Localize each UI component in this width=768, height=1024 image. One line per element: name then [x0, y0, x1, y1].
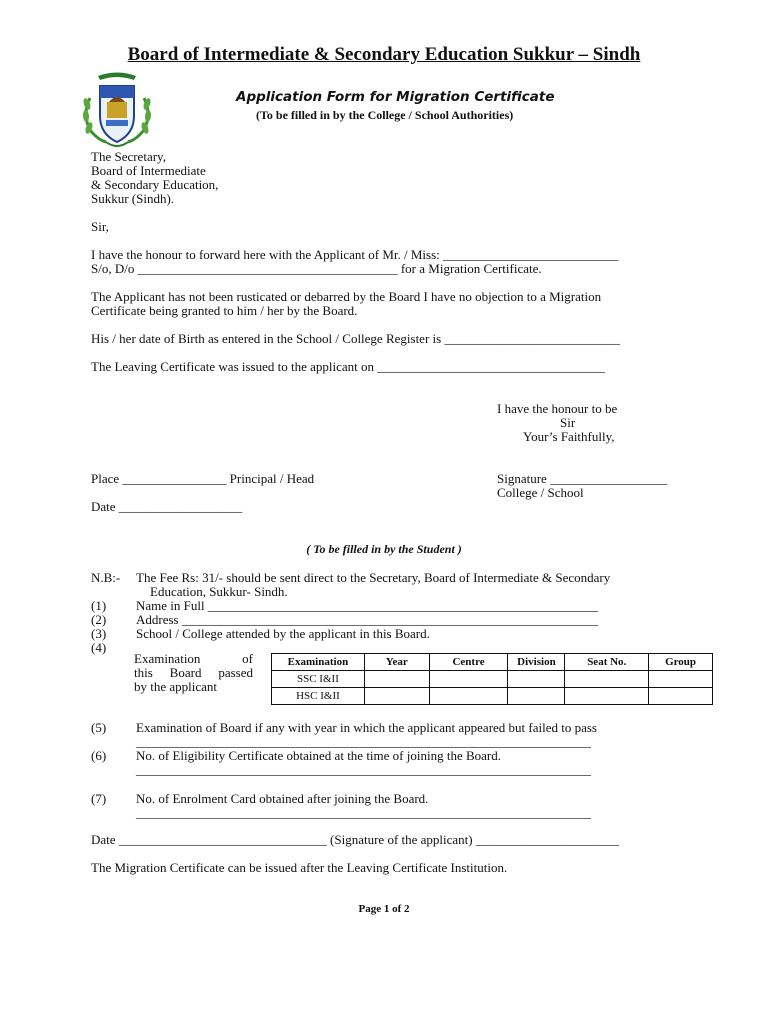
- applicant-signature-line: Date ________________________________ (Signature of the applicant) ______________________: [91, 832, 619, 847]
- eligibility-certificate-line: No. of Eligibility Certificate obtained at the time of joining the Board.: [136, 748, 501, 763]
- declaration-line: Certificate being granted to him / her by the Board.: [91, 303, 358, 318]
- table-cell: [649, 671, 713, 688]
- item-number: (1): [91, 598, 107, 613]
- table-row: [272, 671, 713, 688]
- item-number: (6): [91, 748, 107, 763]
- exam-label-line: this Board passed: [134, 665, 253, 680]
- table-header-cell: Year: [364, 654, 429, 671]
- board-title: Board of Intermediate & Secondary Education Sukkur – Sindh: [127, 44, 641, 65]
- table-row: [272, 688, 713, 705]
- exam-label-line: Examination of: [134, 651, 253, 666]
- address-line: & Secondary Education,: [91, 177, 219, 192]
- name-in-full-line: Name in Full ____________________________________________________________: [136, 598, 598, 613]
- table-header-cell: Examination: [272, 654, 365, 671]
- student-section-heading: ( To be filled in by the Student ): [306, 542, 462, 556]
- nb-text: The Fee Rs: 31/- should be sent direct to the Secretary, Board of Intermediate & Secondary: [136, 570, 611, 585]
- failed-exam-line: Examination of Board if any with year in which the applicant appeared but failed to pass: [136, 720, 597, 735]
- exam-table-header: [272, 654, 713, 671]
- blank-line: ______________________________________________________________________: [136, 805, 591, 820]
- item-number: (4): [91, 640, 107, 655]
- exam-label-line: by the applicant: [134, 679, 218, 694]
- table-header-cell: Division: [508, 654, 565, 671]
- dob-line: His / her date of Birth as entered in the School / College Register is ___________________________: [91, 331, 620, 346]
- issuance-note: The Migration Certificate can be issued after the Leaving Certificate Institution.: [91, 860, 508, 875]
- table-cell: SSC I&II: [272, 671, 365, 688]
- table-header-cell: Seat No.: [565, 654, 649, 671]
- declaration-line: The Applicant has not been rusticated or debarred by the Board I have no objection to a Migration: [91, 289, 602, 304]
- nb-label: N.B:-: [91, 570, 121, 585]
- nb-text: Education, Sukkur- Sindh.: [150, 584, 288, 599]
- address-line: Sukkur (Sindh).: [91, 191, 175, 206]
- table-cell: [429, 688, 508, 705]
- signature-sub: College / School: [497, 485, 584, 500]
- table-cell: [565, 671, 649, 688]
- item-number: (7): [91, 791, 107, 806]
- item-number: (2): [91, 612, 107, 627]
- form-title: Application Form for Migration Certificate: [236, 89, 555, 105]
- date-line: Date ___________________: [91, 499, 243, 514]
- form-subtitle: (To be filled in by the College / School Authorities): [256, 108, 514, 122]
- signature-line: Signature __________________: [497, 471, 668, 486]
- address-line: The Secretary,: [91, 149, 166, 164]
- item-number: (3): [91, 626, 107, 641]
- closing-line: I have the honour to be: [497, 401, 618, 416]
- table-header-cell: Centre: [429, 654, 508, 671]
- table-cell: [429, 671, 508, 688]
- closing-line: Sir: [560, 415, 576, 430]
- applicant-name-line: I have the honour to forward here with the Applicant of Mr. / Miss: ___________________________: [91, 247, 619, 262]
- salutation: Sir,: [91, 219, 109, 234]
- parent-name-line: S/o, D/o ________________________________________ for a Migration Certificate.: [91, 261, 542, 276]
- table-cell: [364, 688, 429, 705]
- exam-table: [271, 653, 713, 705]
- closing-line: Your’s Faithfully,: [523, 429, 615, 444]
- table-cell: [364, 671, 429, 688]
- board-emblem-logo: [76, 68, 158, 150]
- address-line: Board of Intermediate: [91, 163, 206, 178]
- table-cell: [649, 688, 713, 705]
- table-cell: [508, 688, 565, 705]
- leaving-certificate-line: The Leaving Certificate was issued to the applicant on ___________________________________: [91, 359, 605, 374]
- enrolment-card-line: No. of Enrolment Card obtained after joining the Board.: [136, 791, 429, 806]
- table-header-cell: Group: [649, 654, 713, 671]
- address-field-line: Address ________________________________________________________________: [136, 612, 598, 627]
- blank-line: ______________________________________________________________________: [136, 762, 591, 777]
- school-attended-line: School / College attended by the applicant in this Board.: [136, 626, 430, 641]
- page-number: Page 1 of 2: [358, 903, 410, 915]
- item-number: (5): [91, 720, 107, 735]
- blank-line: ______________________________________________________________________: [136, 734, 591, 749]
- table-cell: [508, 671, 565, 688]
- place-line: Place ________________ Principal / Head: [91, 471, 315, 486]
- table-cell: [565, 688, 649, 705]
- table-cell: HSC I&II: [272, 688, 365, 705]
